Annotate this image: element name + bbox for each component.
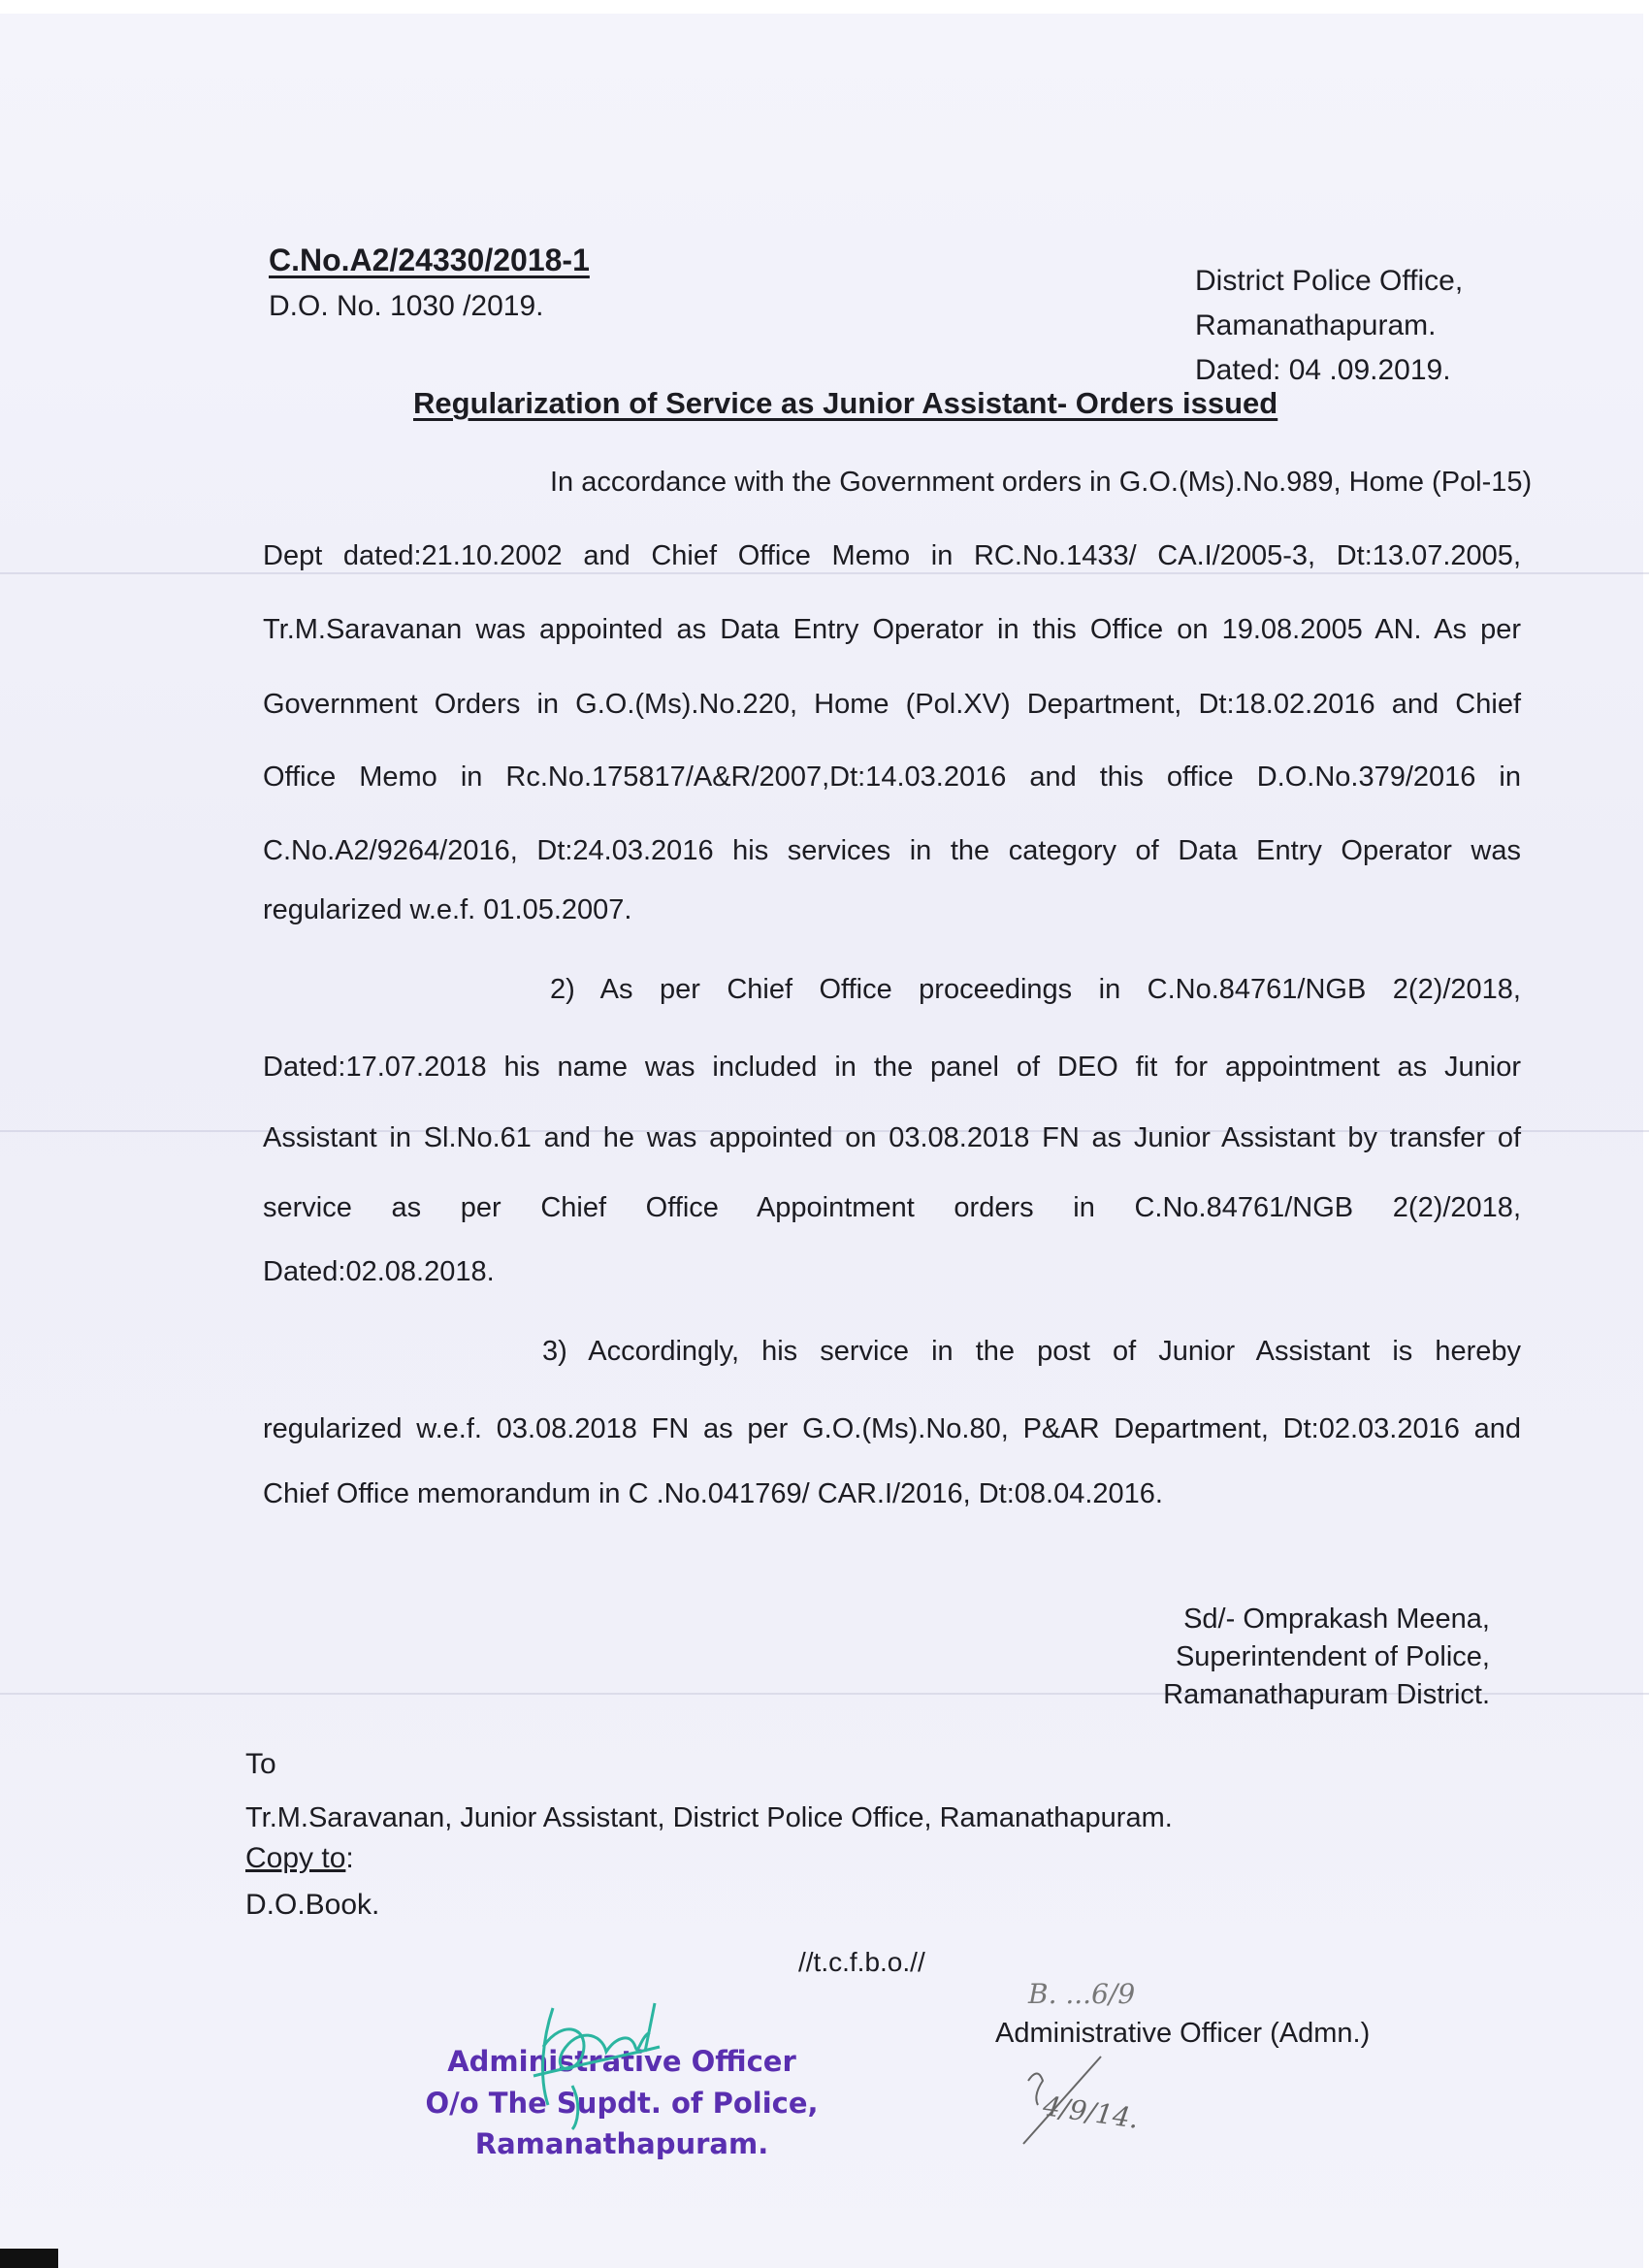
scan-edge-right [1643,0,1649,2268]
body-line: In accordance with the Government orders in G.O.(Ms).No.989, Home (Pol-15) [550,467,1533,498]
body-line: 2) As per Chief Office proceedings in C.No.84761/NGB 2(2)/2018, [550,974,1521,1005]
signatory-designation: Superintendent of Police, [1175,1641,1490,1672]
copy-recipient: D.O.Book. [245,1889,380,1921]
body-line: Assistant in Sl.No.61 and he was appointed on 03.08.2018 FN as Junior Assistant by transfer of [263,1122,1521,1153]
copy-to-colon: : [345,1842,354,1874]
body-line: C.No.A2/9264/2016, Dt:24.03.2016 his services in the category of Data Entry Operator was [263,835,1521,866]
admin-officer-title: Administrative Officer (Admn.) [995,2018,1371,2049]
date: Dated: 04 .09.2019. [1195,354,1451,386]
scan-edge-marker [0,2249,58,2268]
signatory-name: Sd/- Omprakash Meena, [1183,1604,1490,1635]
subject-title: Regularization of Service as Junior Assistant- Orders issued [413,386,1278,420]
body-line: service as per Chief Office Appointment orders in C.No.84761/NGB 2(2)/2018, [263,1192,1521,1223]
body-line: Government Orders in G.O.(Ms).No.220, Home (Pol.XV) Department, Dt:18.02.2016 and Chief [263,689,1521,720]
to-label: To [245,1748,276,1780]
stamp-line: O/o The Supdt. of Police, [425,2087,819,2120]
body-line: Office Memo in Rc.No.175817/A&R/2007,Dt:14.03.2016 and this office D.O.No.379/2016 in [263,761,1521,793]
handwritten-initial: B. ...6/9 [1028,1978,1136,2010]
body-line: regularized w.e.f. 01.05.2007. [263,894,632,925]
tcfbo-mark: //t.c.f.b.o.// [798,1947,925,1977]
signatory-district: Ramanathapuram District. [1163,1679,1490,1710]
body-line: 3) Accordingly, his service in the post of Junior Assistant is hereby [542,1336,1521,1367]
body-line: Dated:02.08.2018. [263,1256,495,1287]
case-number: C.No.A2/24330/2018-1 [269,243,590,277]
scan-edge-top [0,0,1649,14]
office-name: District Police Office, [1195,265,1464,297]
body-line: Dept dated:21.10.2002 and Chief Office Memo in RC.No.1433/ CA.I/2005-3, Dt:13.07.2005, [263,540,1521,571]
signature-block [1163,1601,1490,1714]
stamp-line: Ramanathapuram. [474,2127,769,2160]
signature-icon [524,1979,718,2134]
handwritten-slash-icon [1009,2047,1116,2154]
do-number: D.O. No. 1030 /2019. [269,290,544,322]
copy-to-label: Copy to [245,1842,346,1874]
body-line: Chief Office memorandum in C .No.041769/ CAR.I/2016, Dt:08.04.2016. [263,1478,1163,1509]
office-place: Ramanathapuram. [1195,309,1437,341]
recipient: Tr.M.Saravanan, Junior Assistant, District Police Office, Ramanathapuram. [245,1802,1173,1833]
handwritten-date: 4/9/14. [1041,2090,1141,2135]
body-line: Tr.M.Saravanan was appointed as Data Entry Operator in this Office on 19.08.2005 AN. As per [263,614,1521,645]
stamp-line: Administrative Officer [447,2045,796,2078]
copy-to [245,1841,354,1876]
body-line: regularized w.e.f. 03.08.2018 FN as per G.O.(Ms).No.80, P&AR Department, Dt:02.03.2016 and [263,1413,1521,1444]
body-line: Dated:17.07.2018 his name was included in the panel of DEO fit for appointment as Junior [263,1052,1521,1083]
